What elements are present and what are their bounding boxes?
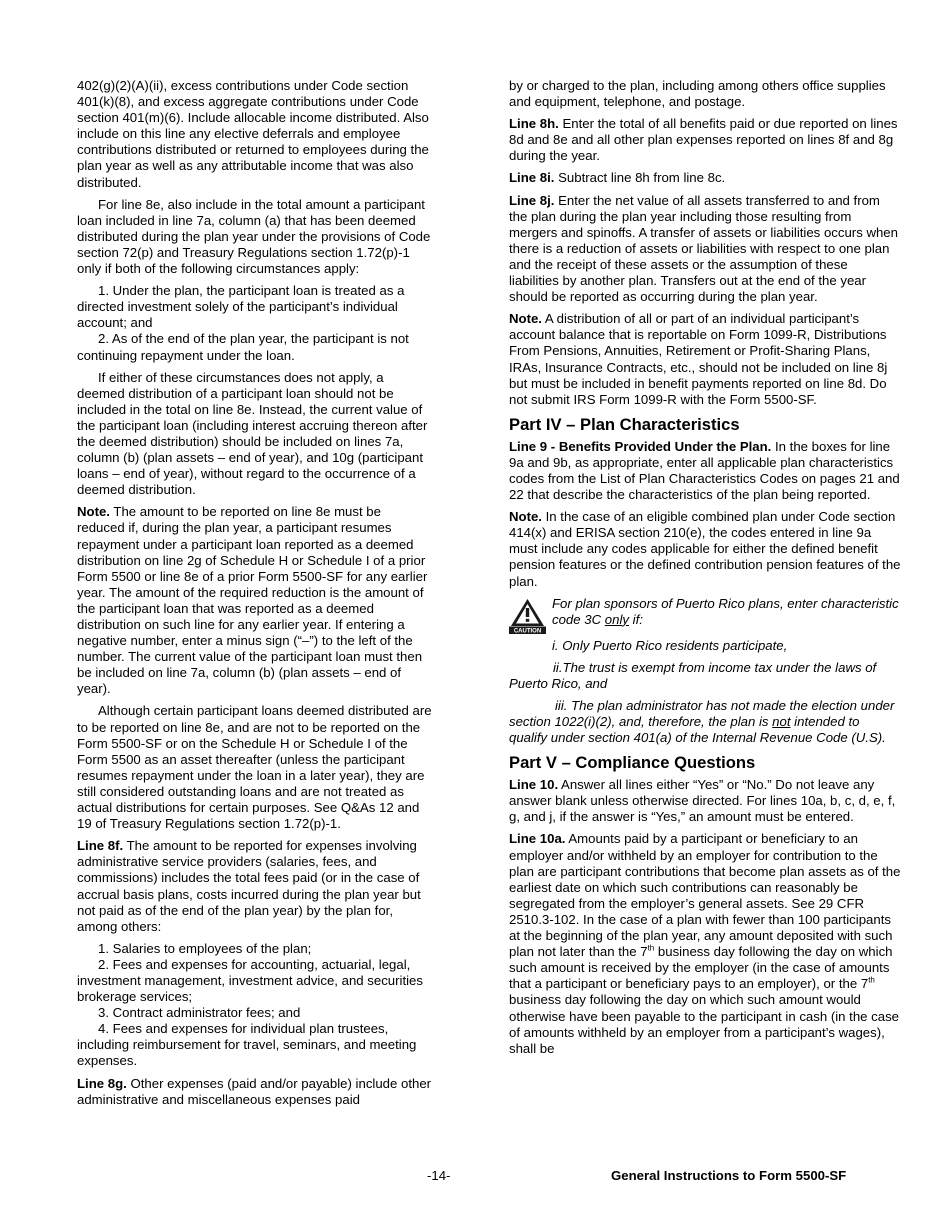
caution-iii-text-b: intended to qualify under section 401(a) of the Internal Revenue Code (U.S). [509, 714, 886, 746]
line-10-label: Line 10. [509, 777, 559, 793]
caution-only: only [604, 611, 629, 627]
line-8j-label: Line 8j. [509, 192, 555, 208]
line-9-label: Line 9 - Benefits Provided Under the Plan. [509, 438, 772, 454]
paragraph-line-8g [77, 1076, 432, 1108]
caution-text [552, 596, 901, 628]
caution-text-b: if: [629, 611, 643, 627]
paragraph-line-10 [509, 777, 901, 825]
caution-iii-text-a: iii. The plan administrator has not made the election under section 1022(i)(2), and, therefore, the plan is [509, 697, 895, 729]
line-10a-text-2: business day following the day on which such amount is received by the employer (in the case of amounts that a participant or beneficiary pays to an employer), or the 7 [509, 944, 893, 992]
paragraph-line-8f [77, 838, 432, 935]
note-label: Note. [77, 504, 110, 520]
list-item: 4. Fees and expenses for individual plan trustees, including reimbursement for travel, seminars, and meeting expenses. [77, 1021, 417, 1069]
circumstance-1: 1. Under the plan, the participant loan is treated as a directed investment solely of the participant’s individual account; and [77, 283, 405, 331]
caution-icon [509, 597, 546, 634]
list-item: 3. Contract administrator fees; and [98, 1005, 301, 1021]
paragraph-line-8e: For line 8e, also include in the total amount a participant loan included in line 7a, column (a) that has been deemed distributed during the plan year under the provisions of Code section 72(p) and Treasury Regulations section 1.72(p)-1 only if both of the following circumstances apply: [77, 196, 431, 277]
superscript-th: th [868, 975, 875, 985]
line-10-text: Answer all lines either “Yes” or “No.” Do not leave any answer blank unless otherwise directed. For lines 10a, b, c, d, e, f, g, and j, if the answer is “Yes,” an amount must be entered. [509, 777, 896, 825]
note-text: The amount to be reported on line 8e must be reduced if, during the plan year, a participant resumes repayment under a participant loan reported as a deemed distribution on line 2g of Schedule H or Schedule I of a prior Form 5500 or line 8e of a prior Form 5500-SF for any earlier year. The amount of the required reduction is the amount of the participant loan that was reported as a deemed distribution on such line for any earlier year. If entering a negative number, enter a minus sign (“–”) to the left of the number. The current value of the participant loan must then be included on line 7a, column (b) (plan assets – end of year). [77, 504, 428, 697]
page-number: -14- [427, 1168, 451, 1183]
paragraph-continued: by or charged to the plan, including among others office supplies and equipment, telephone, and postage. [509, 78, 886, 110]
paragraph-line-9 [509, 439, 901, 503]
line-8j-text: Enter the net value of all assets transferred to and from the plan during the plan year including those resulting from mergers and spinoffs. A transfer of assets or liabilities occurs when there is a reduction of assets or liabilities with respect to one plan and the receipt of these assets or the assumption of these liabilities by another plan. Transfers out at the end of the year should be reported as occurring during the plan year. [509, 192, 898, 305]
caution-iii-not: not [772, 714, 791, 729]
caution-item-i: i. Only Puerto Rico residents participate, [552, 637, 788, 653]
part-v-heading: Part V – Compliance Questions [509, 753, 756, 773]
list-item: 1. Salaries to employees of the plan; [98, 940, 312, 956]
paragraph-deemed-distribution: If either of these circumstances does not apply, a deemed distribution of a participant loan should not be included in the total on line 8e. Instead, the current value of the participant loan (including interest accruing thereon after the deemed distribution) should be included on lines 7a, column (b) (plan assets – end of year), and 10g (participant loans – end of year), without regard to the occurrence of a deemed distribution. [77, 369, 428, 498]
part-iv-heading: Part IV – Plan Characteristics [509, 414, 740, 434]
caution-item-ii: ii.The trust is exempt from income tax under the laws of Puerto Rico, and [509, 659, 877, 691]
caution-block [509, 596, 901, 634]
paragraph-line-10a [509, 831, 901, 1056]
note-text: A distribution of all or part of an individual participant’s account balance that is reportable on Form 1099-R, Distributions From Pensions, Annuities, Retirement or Profit-Sharing Plans, IRAs, Insurance Contracts, etc., should not be included on line 8j but must be included in benefit payments reported on line 8d. Do not submit IRS Form 1099-R with the Form 5500-SF. [509, 311, 888, 407]
line-8g-label: Line 8g. [77, 1075, 127, 1091]
line-9-text: In the boxes for line 9a and 9b, as appropriate, enter all applicable plan characteristics codes from the List of Plan Characteristics Codes on pages 21 and 22 that describe the characteristics of the plan being reported. [509, 438, 900, 503]
caution-text-a: For plan sponsors of Puerto Rico plans, enter characteristic code 3C [552, 595, 899, 627]
note-form-1099r [509, 311, 901, 408]
paragraph-outstanding-loans: Although certain participant loans deemed distributed are to be reported on line 8e, and are not to be reported on the Form 5500-SF or on the Schedule H or Schedule I of the Form 5500 as an asset thereafter (unless the participant resumes repayment under the loan in a later year), they are still considered outstanding loans and are not treated as actual distributions for certain purposes. See Q&As 12 and 19 of Treasury Regulations section 1.72(p)-1. [77, 703, 432, 832]
caution-item-iii [509, 698, 901, 746]
footer-title: General Instructions to Form 5500-SF [611, 1168, 847, 1183]
line-8h-label: Line 8h. [509, 116, 559, 132]
right-column [509, 78, 901, 1057]
note-line-8e [77, 504, 432, 697]
line-8g-text: Other expenses (paid and/or payable) include other administrative and miscellaneous expenses paid [77, 1075, 432, 1107]
note-label: Note. [509, 509, 542, 525]
superscript-th: th [647, 943, 655, 953]
page-footer [0, 1168, 950, 1186]
line-10a-text-3: business day following the day on which such amount would otherwise have been payable to the participant in cash (in the case of amounts withheld by an employer from a participant’s wages), shall be [509, 992, 900, 1056]
line-10a-text-1: Amounts paid by a participant or beneficiary to an employer and/or withheld by an employer for contribution to the plan are participant contributions that become plan assets as of the earliest date on which such contributions can reasonably be segregated from the employer’s general assets. See 29 CFR 2510.3-102. In the case of a plan with fewer than 100 participants at the beginning of the plan year, any amount deposited with such plan not later than the 7 [509, 831, 901, 960]
caution-icon-label: CAUTION [513, 628, 542, 634]
line-10a-label: Line 10a. [509, 831, 566, 847]
paragraph-line-8h [509, 116, 901, 164]
paragraph-line-8j [509, 193, 901, 306]
note-text: In the case of an eligible combined plan under Code section 414(x) and ERISA section 210(e), the codes entered in line 9a must include any codes applicable for either the defined benefit pension features or the defined contribution pension features of the plan. [509, 509, 901, 589]
circumstance-2: 2. As of the end of the plan year, the participant is not continuing repayment under the loan. [77, 331, 409, 363]
note-label: Note. [509, 311, 542, 327]
note-combined-plan [509, 509, 901, 589]
line-8i-text: Subtract line 8h from line 8c. [554, 170, 726, 186]
paragraph-line-8i [509, 170, 901, 186]
left-column [77, 78, 432, 1114]
line-8f-text: The amount to be reported for expenses involving administrative service providers (salaries, fees, and commissions) includes the total fees paid (or in the case of accrual basis plans, costs incurred during the plan year but not paid as of the end of the plan year) by the plan for, among others: [77, 838, 421, 934]
paragraph-excess-contributions: 402(g)(2)(A)(ii), excess contributions under Code section 401(k)(8), and excess aggregate contributions under Code section 401(m)(6). Include allocable income distributed. Also include on this line any elective deferrals and employee contributions distributed or returned to employees during the plan year as well as any attributable income that was also distributed. [77, 78, 429, 190]
line-8i-label: Line 8i. [509, 170, 555, 186]
list-item: 2. Fees and expenses for accounting, actuarial, legal, investment management, investment advice, and securities brokerage services; [77, 956, 423, 1005]
line-8h-text: Enter the total of all benefits paid or due reported on lines 8d and 8e and all other plan expenses reported on lines 8f and 8g during the year. [509, 116, 898, 164]
line-8f-label: Line 8f. [77, 838, 124, 854]
